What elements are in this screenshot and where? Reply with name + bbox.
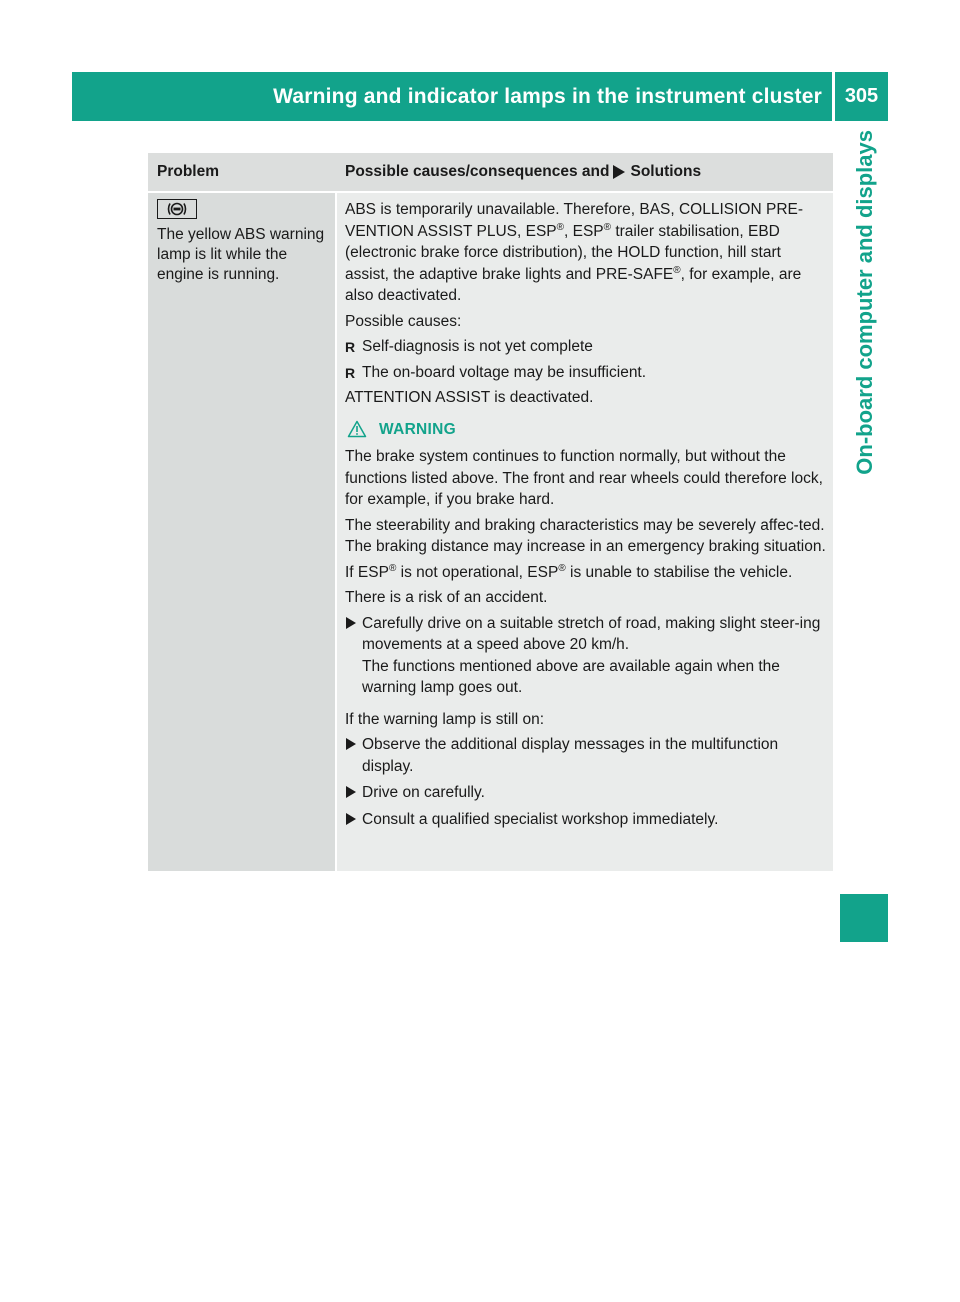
table-header — [148, 153, 833, 191]
list-item: Consult a qualified specialist workshop immediately. — [345, 809, 827, 831]
abs-warning-icon — [157, 199, 197, 219]
column-header-solutions — [337, 153, 833, 181]
arrow-right-icon — [346, 813, 356, 825]
chapter-tab — [840, 130, 888, 590]
column-header-problem: Problem — [157, 163, 220, 180]
chapter-tab-label: On-board computer and displays — [852, 130, 877, 475]
warning-paragraph: The brake system continues to function normally, but without the functions listed above. The front and rear wheels could therefore lock, for example, if you brake hard. — [345, 448, 823, 508]
list-item: Carefully drive on a suitable stretch of road, making slight steer-ing movements at a speed above 20 km/h. The functions mentioned above are available again when the warning lamp goes out. — [345, 613, 827, 699]
possible-causes-label: Possible causes: — [345, 312, 462, 330]
problem-cell — [148, 193, 335, 871]
table-row — [148, 193, 833, 871]
list-item: Observe the additional display messages in the multifunction display. — [345, 734, 827, 777]
warning-label: WARNING — [379, 420, 457, 438]
problem-description: The yellow ABS warning lamp is lit while the engine is running. — [157, 226, 325, 283]
still-on-text: If the warning lamp is still on: — [345, 710, 545, 728]
page-header — [72, 72, 888, 121]
page-title: Warning and indicator lamps in the instrument cluster — [273, 84, 822, 108]
esp-paragraph: If ESP® is not operational, ESP® is unable to stabilise the vehicle. — [345, 562, 793, 581]
arrow-right-icon — [346, 738, 356, 750]
risk-text: There is a risk of an accident. — [345, 589, 548, 606]
warning-lamp-table — [148, 153, 833, 871]
warning-triangle-icon — [347, 420, 367, 438]
list-item: Drive on carefully. — [345, 782, 827, 804]
solutions-cell — [337, 193, 833, 871]
bullet-icon: R — [345, 364, 356, 381]
attention-text: ATTENTION ASSIST is deactivated. — [345, 389, 594, 406]
page-number: 305 — [844, 85, 879, 107]
list-item: R The on-board voltage may be insufficient. — [345, 362, 827, 384]
arrow-right-icon — [346, 617, 356, 629]
arrow-right-icon — [346, 786, 356, 798]
chapter-marker — [840, 894, 888, 942]
column-header-solutions-post: Solutions — [630, 163, 702, 180]
warning-paragraph: The steerability and braking characteristics may be severely affec-ted. The braking distance may increase in an emergency braking situation. — [345, 516, 826, 555]
column-header-solutions-pre: Possible causes/consequences and — [345, 163, 610, 180]
step-note: The functions mentioned above are available again when the warning lamp goes out. — [362, 657, 780, 696]
bullet-icon: R — [345, 339, 356, 355]
list-item: R Self-diagnosis is not yet complete — [345, 336, 827, 358]
warning-heading — [345, 419, 827, 441]
intro-paragraph: ABS is temporarily unavailable. Therefore, BAS, COLLISION PRE-VENTION ASSIST PLUS, ESP®, ESP® trailer stabilisation, EBD (electronic brake force distribution), the HOLD function, hill start assist, the adaptive brake lights and PRE-SAFE®, for example, are also deactivated. — [345, 201, 804, 304]
arrow-right-icon — [613, 165, 625, 179]
